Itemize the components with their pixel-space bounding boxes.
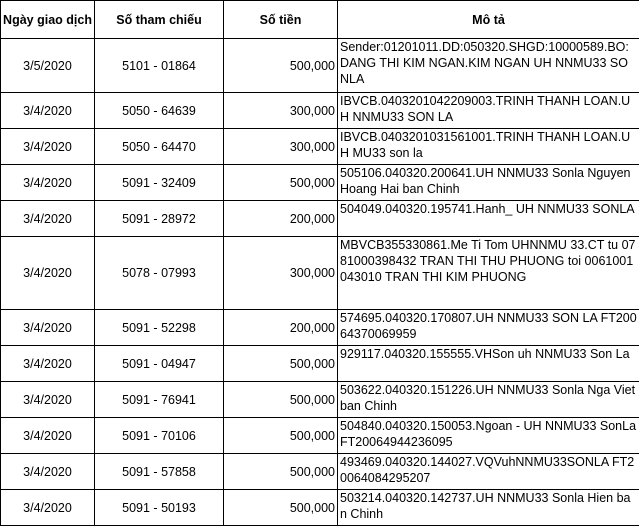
header-ref: Số tham chiếu: [95, 1, 224, 39]
cell-date: 3/4/2020: [1, 310, 95, 346]
table-row: [1, 454, 639, 490]
table-row: [1, 129, 639, 165]
cell-amount: 200,000: [224, 310, 338, 346]
header-amount: Số tiền: [224, 1, 338, 39]
cell-desc: 505106.040320.200641.UH NNMU33 Sonla Nguyen Hoang Hai ban Chinh: [338, 165, 639, 201]
cell-desc: 929117.040320.155555.VHSon uh NNMU33 Son La: [338, 346, 639, 382]
cell-date: 3/4/2020: [1, 237, 95, 310]
cell-desc: 503622.040320.151226.UH NNMU33 Sonla Nga Viet ban Chinh: [338, 382, 639, 418]
cell-ref: 5091 - 76941: [95, 382, 224, 418]
cell-date: 3/4/2020: [1, 93, 95, 129]
table-row: [1, 490, 639, 526]
table-row: [1, 346, 639, 382]
cell-amount: 500,000: [224, 346, 338, 382]
cell-desc: IBVCB.0403201031561001.TRINH THANH LOAN.UH MU33 son la: [338, 129, 639, 165]
table-row: [1, 201, 639, 237]
cell-date: 3/4/2020: [1, 165, 95, 201]
cell-desc: 493469.040320.144027.VQVuhNNMU33SONLA FT20064084295207: [338, 454, 639, 490]
cell-amount: 500,000: [224, 454, 338, 490]
cell-ref: 5091 - 32409: [95, 165, 224, 201]
cell-date: 3/4/2020: [1, 129, 95, 165]
header-row: [1, 1, 639, 39]
cell-ref: 5091 - 57858: [95, 454, 224, 490]
cell-ref: 5050 - 64470: [95, 129, 224, 165]
cell-amount: 300,000: [224, 237, 338, 310]
table-row: [1, 93, 639, 129]
cell-ref: 5091 - 28972: [95, 201, 224, 237]
cell-date: 3/4/2020: [1, 418, 95, 454]
cell-desc: IBVCB.0403201042209003.TRINH THANH LOAN.UH NNMU33 SON LA: [338, 93, 639, 129]
cell-amount: 200,000: [224, 201, 338, 237]
cell-ref: 5078 - 07993: [95, 237, 224, 310]
cell-amount: 500,000: [224, 490, 338, 526]
cell-date: 3/4/2020: [1, 490, 95, 526]
cell-ref: 5091 - 50193: [95, 490, 224, 526]
cell-amount: 500,000: [224, 418, 338, 454]
table-row: [1, 418, 639, 454]
header-desc: Mô tả: [338, 1, 639, 39]
cell-date: 3/5/2020: [1, 39, 95, 93]
table-body: [1, 39, 639, 526]
cell-amount: 500,000: [224, 39, 338, 93]
cell-desc: 504049.040320.195741.Hanh_ UH NNMU33 SONLA: [338, 201, 639, 237]
cell-date: 3/4/2020: [1, 201, 95, 237]
table-row: [1, 237, 639, 310]
cell-amount: 300,000: [224, 93, 338, 129]
table-row: [1, 39, 639, 93]
cell-ref: 5091 - 70106: [95, 418, 224, 454]
cell-date: 3/4/2020: [1, 454, 95, 490]
table-row: [1, 382, 639, 418]
table-row: [1, 165, 639, 201]
cell-desc: Sender:01201011.DD:050320.SHGD:10000589.BO:DANG THI KIM NGAN.KIM NGAN UH NNMU33 SONLA: [338, 39, 639, 93]
cell-desc: MBVCB355330861.Me Ti Tom UHNNMU 33.CT tu 0781000398432 TRAN THI THU PHUONG toi 0061001043010 TRAN THI KIM PHUONG: [338, 237, 639, 310]
cell-desc: 504840.040320.150053.Ngoan - UH NNMU33 SonLa FT20064944236095: [338, 418, 639, 454]
cell-desc: 574695.040320.170807.UH NNMU33 SON LA FT20064370069959: [338, 310, 639, 346]
cell-date: 3/4/2020: [1, 382, 95, 418]
cell-amount: 500,000: [224, 165, 338, 201]
cell-amount: 500,000: [224, 382, 338, 418]
cell-date: 3/4/2020: [1, 346, 95, 382]
cell-ref: 5091 - 04947: [95, 346, 224, 382]
cell-ref: 5101 - 01864: [95, 39, 224, 93]
header-date: Ngày giao dịch: [1, 1, 95, 39]
cell-ref: 5050 - 64639: [95, 93, 224, 129]
table-row: [1, 310, 639, 346]
cell-desc: 503214.040320.142737.UH NNMU33 Sonla Hien ban Chinh: [338, 490, 639, 526]
cell-ref: 5091 - 52298: [95, 310, 224, 346]
cell-amount: 300,000: [224, 129, 338, 165]
